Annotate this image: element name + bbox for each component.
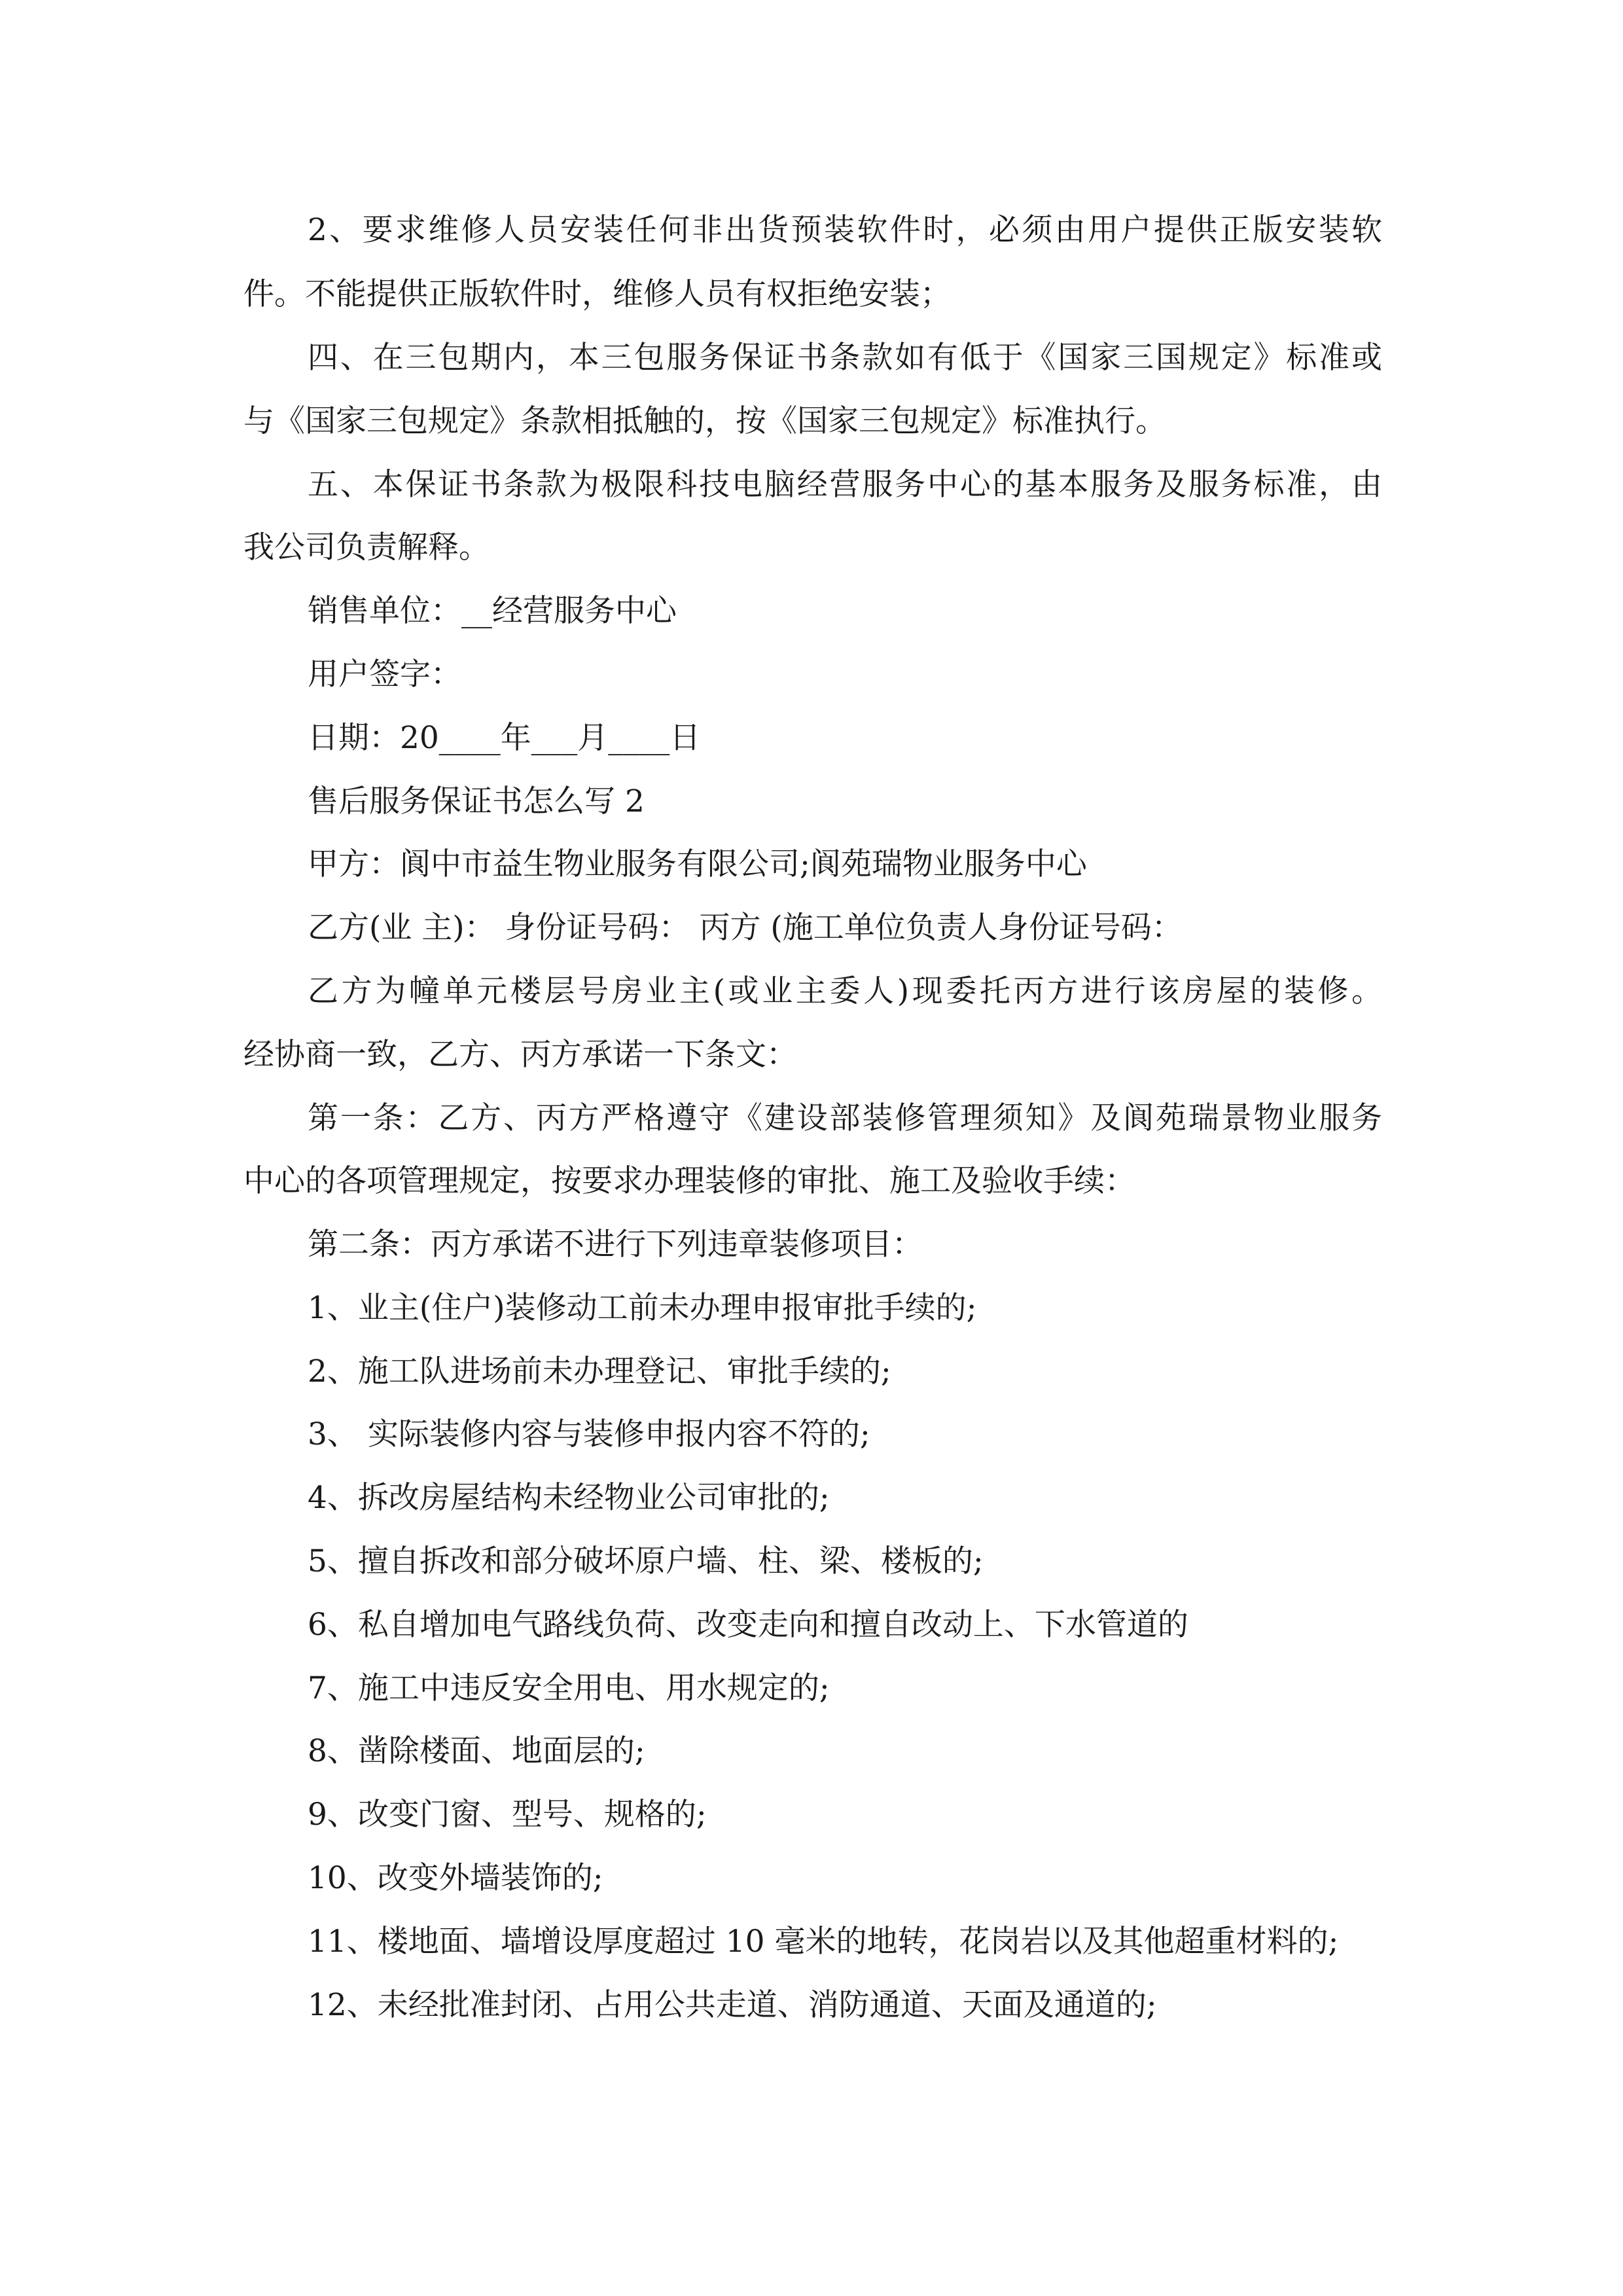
text-line: 8、凿除楼面、地面层的; xyxy=(308,1733,645,1769)
text-line: 日期：20____年___月____日 xyxy=(308,720,701,756)
text-line: 经协商一致，乙方、丙方承诺一下条文： xyxy=(243,1037,797,1073)
text-line: 中心的各项管理规定，按要求办理装修的审批、施工及验收手续： xyxy=(243,1163,1135,1199)
text-line: 与《国家三包规定》条款相抵触的，按《国家三包规定》标准执行。 xyxy=(243,403,1166,439)
text-line: 售后服务保证书怎么写 2 xyxy=(308,783,645,819)
text-line: 3、 实际装修内容与装修申报内容不符的; xyxy=(308,1416,870,1452)
text-line: 第一条：乙方、丙方严格遵守《建设部装修管理须知》及阆苑瑞景物业服务 xyxy=(308,1100,1382,1136)
text-line: 用户签字： xyxy=(308,656,461,692)
text-line: 我公司负责解释。 xyxy=(243,529,490,565)
text-line: 7、施工中违反安全用电、用水规定的; xyxy=(308,1670,830,1706)
text-line: 2、要求维修人员安装任何非出货预装软件时，必须由用户提供正版安装软 xyxy=(308,212,1382,248)
text-line: 1、业主(住户)装修动工前未办理申报审批手续的; xyxy=(308,1290,977,1326)
text-line: 销售单位：__经营服务中心 xyxy=(308,593,677,629)
text-line: 9、改变门窗、型号、规格的; xyxy=(308,1797,707,1833)
text-line: 件。不能提供正版软件时，维修人员有权拒绝安装； xyxy=(243,276,951,312)
text-line: 5、擅自拆改和部分破坏原户墙、柱、梁、楼板的; xyxy=(308,1543,984,1579)
text-line: 五、本保证书条款为极限科技电脑经营服务中心的基本服务及服务标准，由 xyxy=(308,467,1382,503)
text-line: 乙方(业 主)： 身份证号码： 丙方 (施工单位负责人身份证号码： xyxy=(308,910,1183,946)
text-line: 4、拆改房屋结构未经物业公司审批的; xyxy=(308,1480,830,1516)
text-line: 6、私自增加电气路线负荷、改变走向和擅自改动上、下水管道的 xyxy=(308,1607,1188,1643)
text-line: 乙方为幢单元楼层号房业主(或业主委人)现委托丙方进行该房屋的装修。 xyxy=(308,973,1382,1009)
text-line: 第二条：丙方承诺不进行下列违章装修项目： xyxy=(308,1227,923,1263)
text-line: 12、未经批准封闭、占用公共走道、消防通道、天面及通道的; xyxy=(308,1987,1157,2023)
text-line: 10、改变外墙装饰的; xyxy=(308,1860,603,1896)
text-line: 四、在三包期内，本三包服务保证书条款如有低于《国家三国规定》标准或 xyxy=(308,340,1382,376)
text-line: 11、楼地面、墙增设厚度超过 10 毫米的地转，花岗岩以及其他超重材料的; xyxy=(308,1924,1339,1960)
text-line: 2、施工队进场前未办理登记、审批手续的; xyxy=(308,1354,891,1390)
text-line: 甲方：阆中市益生物业服务有限公司;阆苑瑞物业服务中心 xyxy=(308,846,1087,882)
